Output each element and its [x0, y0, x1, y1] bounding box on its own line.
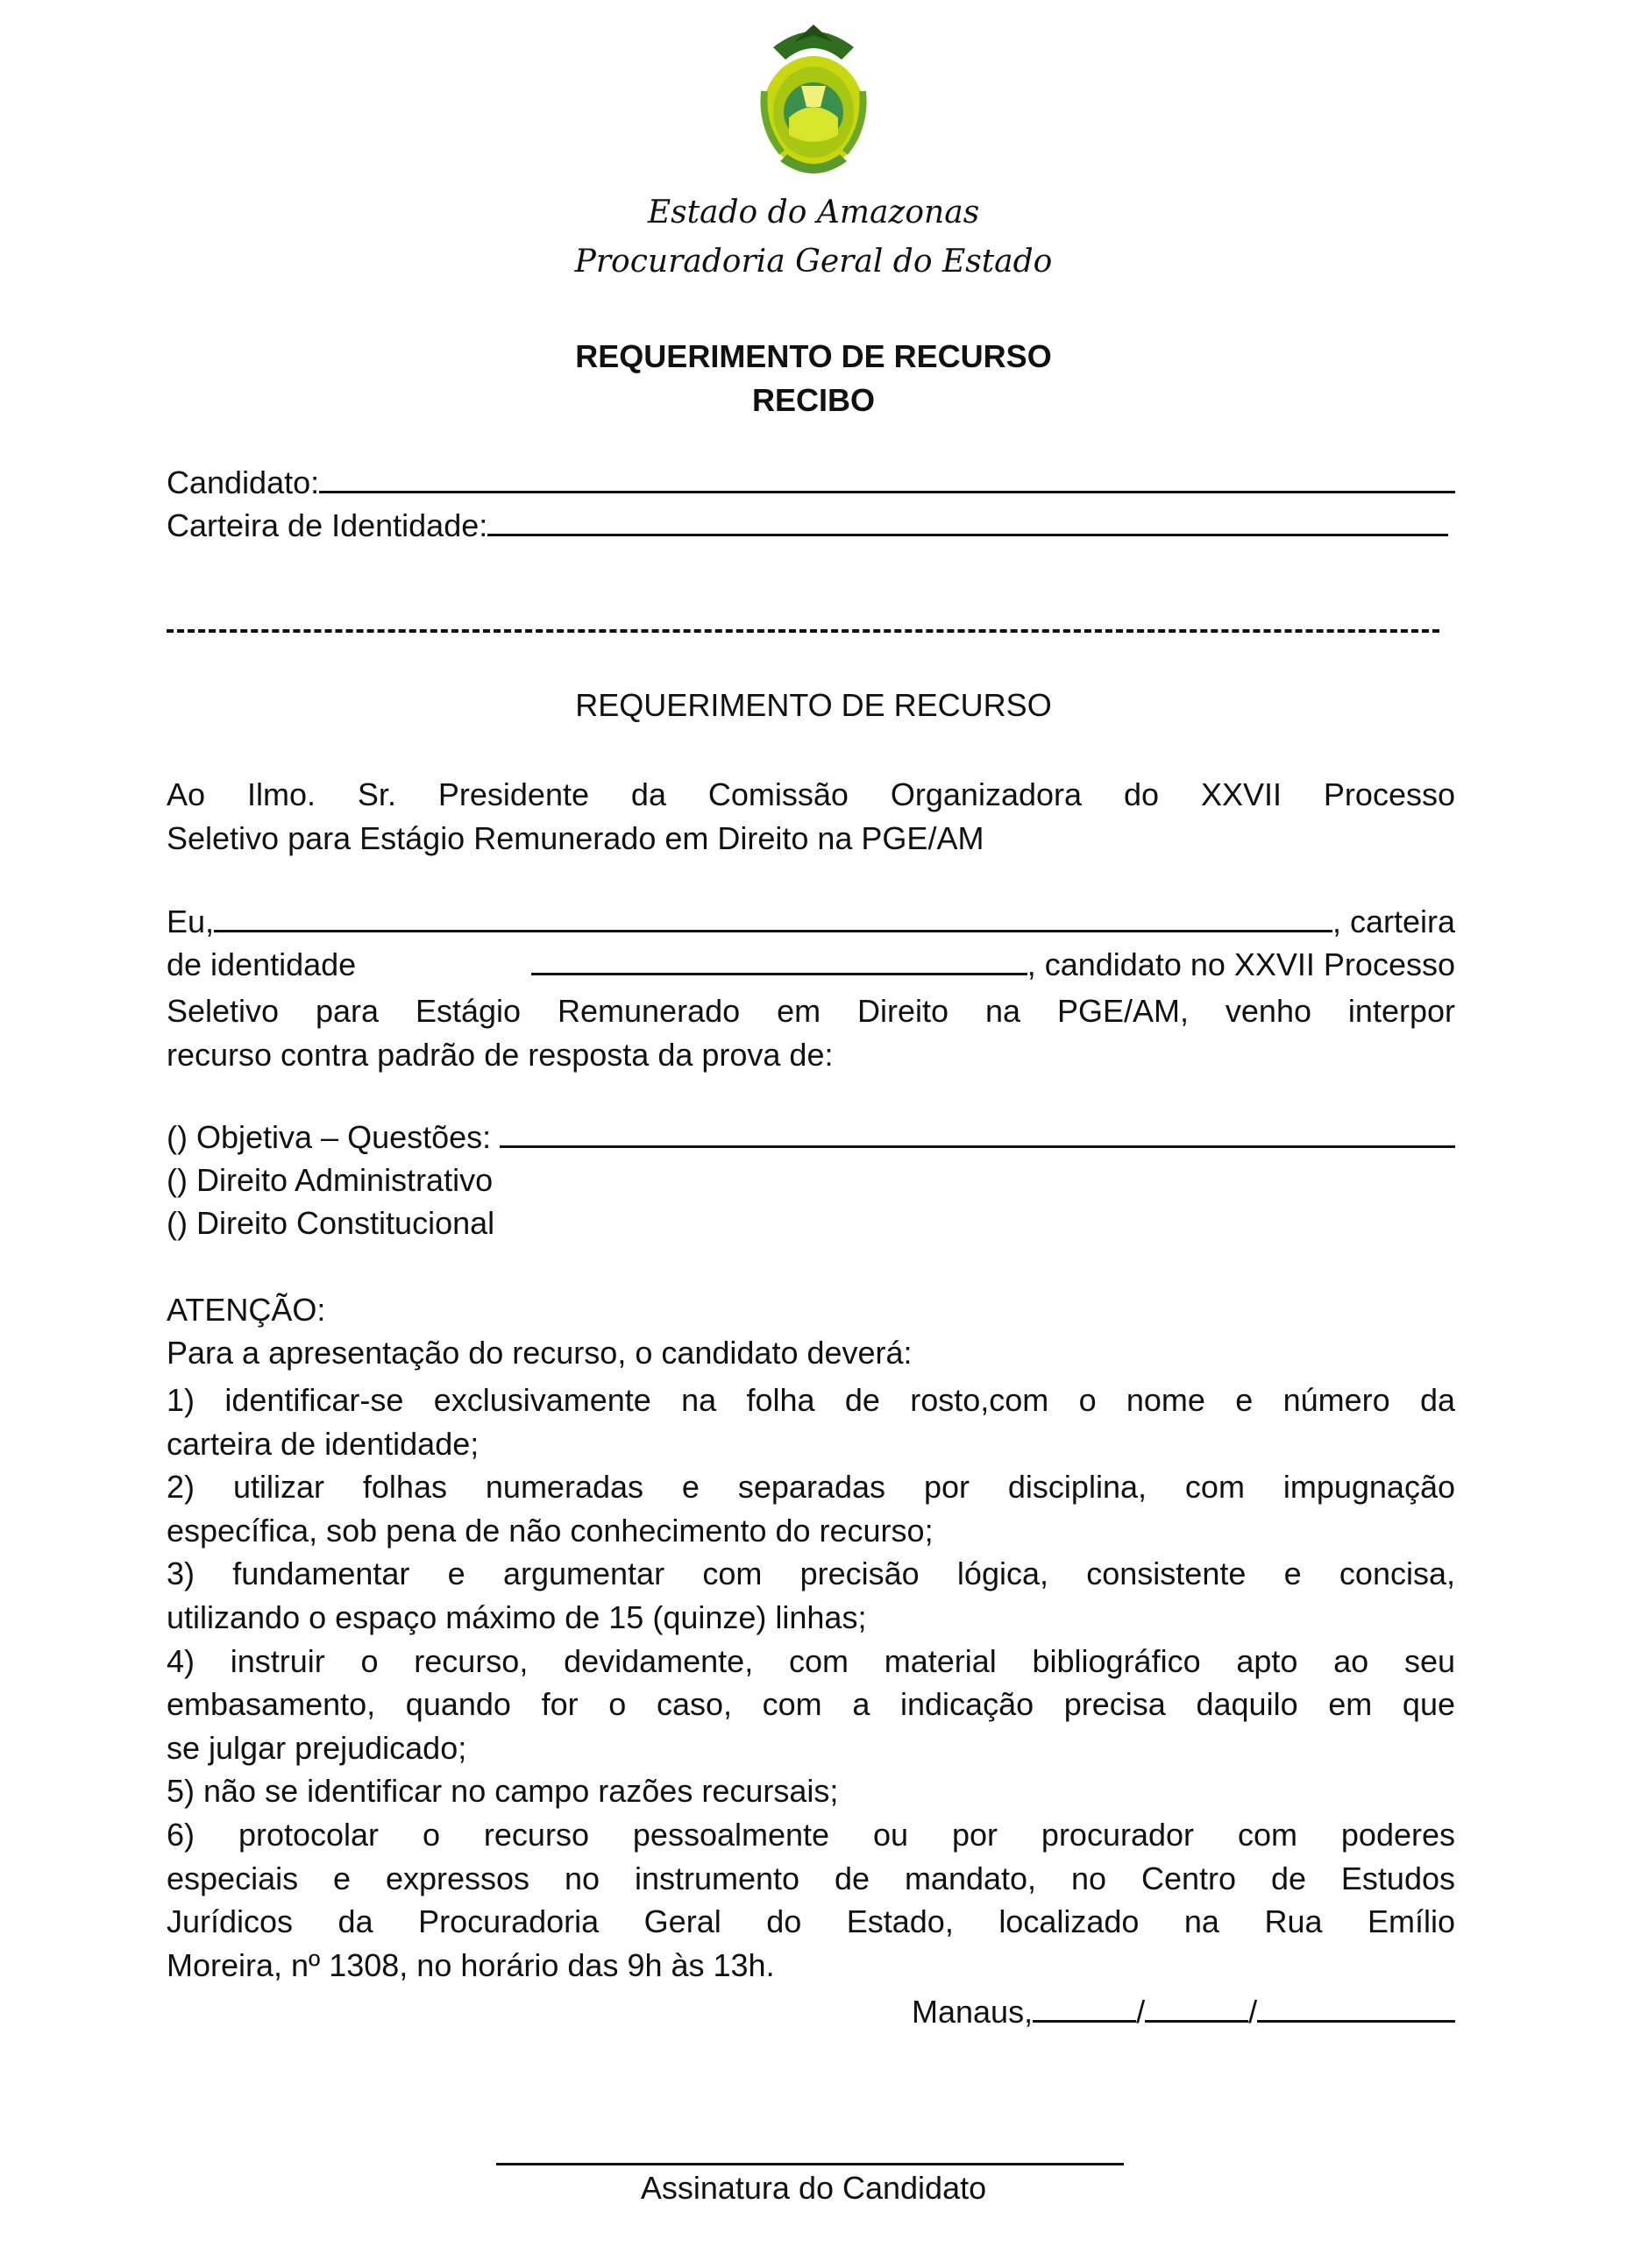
attention-line: 6) protocolar o recurso pessoalmente ou por procurador com poderes — [167, 1816, 1455, 1853]
id-blank-line[interactable] — [487, 507, 1448, 536]
attention-line: 1) identificar-se exclusivamente na folha de rosto,com o nome e número da — [167, 1382, 1455, 1418]
month-blank-line[interactable] — [1145, 1994, 1248, 2023]
date-separator: / — [1248, 1994, 1258, 2030]
option-label: () Objetiva – Questões: — [167, 1119, 492, 1155]
eu-suffix: , carteira — [1332, 904, 1455, 939]
attention-line: 2) utilizar folhas numeradas e separadas por disciplina, com impugnação — [167, 1469, 1455, 1506]
city-label: Manaus, — [912, 1994, 1034, 2030]
name-blank-line[interactable] — [214, 904, 1332, 932]
body-line: recurso contra padrão de resposta da prova de: — [167, 1036, 834, 1073]
state-name: Estado do Amazonas — [647, 195, 980, 230]
address-paragraph — [167, 773, 1455, 860]
signature-label: Assinatura do Candidato — [640, 2170, 987, 2206]
signature-line[interactable] — [496, 2163, 1124, 2165]
attention-line: 4) instruir o recurso, devidamente, com material bibliográfico apto ao seu — [167, 1642, 1455, 1679]
address-line: Seletivo para Estágio Remunerado em Direito na PGE/AM — [167, 819, 984, 856]
receipt-subtitle: RECIBO — [751, 382, 875, 418]
attention-line: específica, sob pena de não conhecimento do recurso; — [167, 1512, 934, 1549]
attention-line: 5) não se identificar no campo razões recursais; — [167, 1773, 839, 1810]
date-separator: / — [1136, 1994, 1146, 2030]
attention-line: 3) fundamentar e argumentar com precisão lógica, consistente e concisa, — [167, 1556, 1455, 1592]
date-field-row — [912, 1994, 1455, 2037]
candidate-blank-line[interactable] — [319, 464, 1455, 493]
cut-line-divider — [167, 629, 1439, 633]
attention-line: Moreira, nº 1308, no horário das 9h às 13h. — [167, 1946, 775, 1983]
id-field-row — [167, 507, 1448, 550]
address-line: Ao Ilmo. Sr. Presidente da Comissão Organizadora do XXVII Processo — [167, 776, 1455, 812]
option-objetiva[interactable] — [167, 1119, 1455, 1162]
identity-blank-line[interactable] — [531, 946, 1027, 975]
attention-line: utilizando o espaço máximo de 15 (quinze) linhas; — [167, 1598, 867, 1635]
id-prefix: de identidade — [167, 946, 357, 982]
candidate-label: Candidato: — [167, 464, 320, 500]
option-direito-administrativo[interactable] — [167, 1162, 1455, 1205]
receipt-title: REQUERIMENTO DE RECURSO — [575, 338, 1052, 374]
option-label: () Direito Administrativo — [167, 1162, 494, 1198]
request-title: REQUERIMENTO DE RECURSO — [575, 687, 1052, 723]
attention-line: especiais e expressos no instrumento de mandato, no Centro de Estudos — [167, 1860, 1455, 1896]
option-direito-constitucional[interactable] — [167, 1205, 1455, 1248]
identity-field-row — [167, 946, 1455, 989]
coat-of-arms-emblem — [756, 21, 871, 188]
candidate-field-row — [167, 464, 1455, 507]
attention-line: carteira de identidade; — [167, 1425, 480, 1462]
request-body — [167, 989, 1455, 1076]
name-field-row — [167, 904, 1455, 946]
option-label: () Direito Constitucional — [167, 1205, 495, 1241]
attention-intro: Para a apresentação do recurso, o candidato deverá: — [167, 1335, 913, 1371]
attention-line: Jurídicos da Procuradoria Geral do Estado, localizado na Rua Emílio — [167, 1903, 1455, 1940]
year-blank-line[interactable] — [1257, 1994, 1455, 2023]
questions-blank-line[interactable] — [500, 1119, 1455, 1148]
id-suffix: , candidato no XXVII Processo — [1027, 946, 1455, 982]
attention-line: embasamento, quando for o caso, com a indicação precisa daquilo em que — [167, 1686, 1455, 1723]
attention-heading: ATENÇÃO: — [167, 1292, 326, 1328]
attention-list — [167, 1379, 1455, 1987]
eu-label: Eu, — [167, 904, 215, 939]
agency-name: Procuradoria Geral do Estado — [574, 244, 1053, 280]
day-blank-line[interactable] — [1033, 1994, 1136, 2023]
id-label: Carteira de Identidade: — [167, 507, 488, 543]
body-line: Seletivo para Estágio Remunerado em Direito na PGE/AM, venho interpor — [167, 993, 1455, 1029]
attention-line: se julgar prejudicado; — [167, 1729, 467, 1766]
